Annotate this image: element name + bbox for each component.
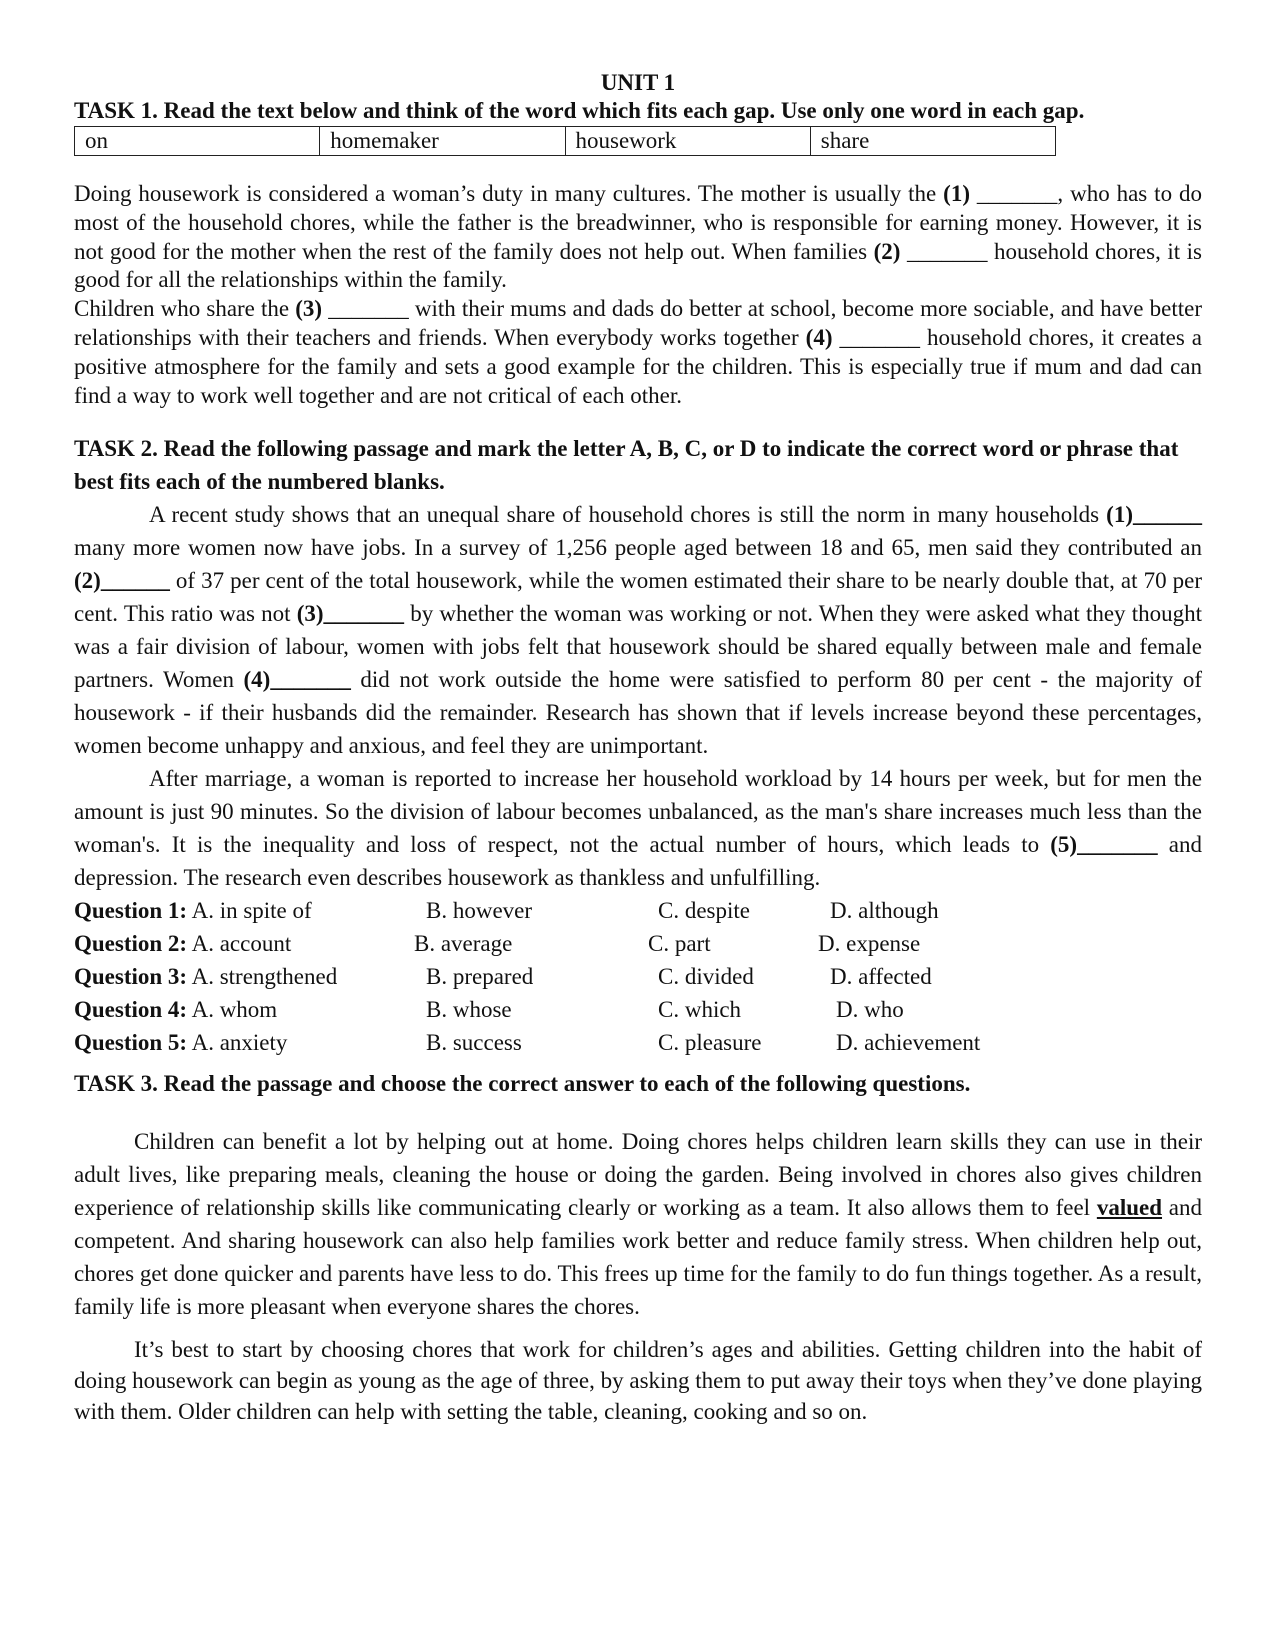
question-label: Question 4: xyxy=(74,997,188,1023)
option-c: C. which xyxy=(658,997,742,1023)
option-d: D. who xyxy=(836,997,904,1023)
option-b: B. whose xyxy=(426,997,512,1023)
question-row xyxy=(74,894,1202,927)
option-c: C. divided xyxy=(658,964,754,990)
question-row xyxy=(74,960,1202,993)
task3-paragraph-2: It’s best to start by choosing chores that work for children’s ages and abilities. Getting children into the habit of doing housework can begin as young as the age of three, by asking them to put away their toys when they’ve done playing with them. Older children can help with setting the table, cleaning, cooking and so on. xyxy=(74,1337,1202,1425)
option-a: A. in spite of xyxy=(191,898,312,924)
word-box-item: homemaker xyxy=(320,127,565,155)
task1-heading: TASK 1. Read the text below and think of the word which fits each gap. Use only one word in each gap. xyxy=(74,98,1085,123)
option-b: B. average xyxy=(414,931,513,957)
gap-number: (2)______ xyxy=(74,568,170,594)
option-c: C. part xyxy=(648,931,711,957)
question-row xyxy=(74,1026,1202,1059)
gap-number: (4)_______ xyxy=(243,667,351,693)
option-d: D. although xyxy=(830,898,939,924)
option-c: C. despite xyxy=(658,898,750,924)
option-d: D. expense xyxy=(818,931,921,957)
option-a: A. whom xyxy=(191,997,278,1023)
gap-number: (5)_______ xyxy=(1050,832,1158,858)
gap-number: (1)______ xyxy=(1106,502,1202,528)
task2-passage xyxy=(74,498,1202,894)
task2-heading: TASK 2. Read the following passage and mark the letter A, B, C, or D to indicate the correct word or phrase that best fits each of the numbered blanks. xyxy=(74,436,1179,495)
gap-number: (4) xyxy=(805,324,833,350)
option-b: B. prepared xyxy=(426,964,534,990)
question-label: Question 1: xyxy=(74,898,188,924)
task1-passage xyxy=(74,180,1202,410)
task1-word-box xyxy=(74,126,1056,156)
word-box-item: on xyxy=(75,127,320,155)
question-label: Question 5: xyxy=(74,1030,188,1056)
option-a: A. strengthened xyxy=(191,964,338,990)
option-d: D. affected xyxy=(830,964,932,990)
task3-heading: TASK 3. Read the passage and choose the correct answer to each of the following questions. xyxy=(74,1071,971,1097)
task1-paragraph-2: Children who share the (3) _______ with their mums and dads do better at school, become more sociable, and have better relationships with their teachers and friends. When everybody works together (4) _______ household chores, it creates a positive atmosphere for the family and sets a good example for the children. This is especially true if mum and dad can find a way to work well together and are not critical of each other. xyxy=(74,296,1202,408)
gap-number: (3)_______ xyxy=(296,601,405,627)
unit-title: UNIT 1 xyxy=(600,70,676,95)
task2-paragraph-1: A recent study shows that an unequal share of household chores is still the norm in many households (1)______ many more women now have jobs. In a survey of 1,256 people aged between 18 and 65, men said they contributed an (2)______ of 37 per cent of the total housework, while the women estimated their share to be nearly double that, at 70 per cent. This ratio was not (3)_______ by whether the woman was working or not. When they were asked what they thought was a fair division of labour, women with jobs felt that housework should be shared equally between male and female partners. Women (4)_______ did not work outside the home were satisfied to perform 80 per cent - the majority of housework - if their husbands did the remainder. Research has shown that if levels increase beyond these percentages, women become unhappy and anxious, and feel they are unimportant. xyxy=(74,502,1203,759)
underlined-word: valued xyxy=(1096,1195,1163,1221)
word-box-item: share xyxy=(820,128,870,153)
option-b: B. however xyxy=(426,898,533,924)
option-a: A. account xyxy=(191,931,292,957)
task3-paragraph-1: Children can benefit a lot by helping out at home. Doing chores helps children learn skills they can use in their adult lives, like preparing meals, cleaning the house or doing the garden. Being involved in chores also gives children experience of relationship skills like communicating clearly or working as a team. It also allows them to feel valued and competent. And sharing housework can also help families work better and reduce family stress. When children help out, chores get done quicker and parents have less to do. This frees up time for the family to do fun things together. As a result, family life is more pleasant when everyone shares the chores. xyxy=(74,1129,1202,1320)
question-row xyxy=(74,993,1202,1026)
question-label: Question 3: xyxy=(74,964,188,990)
gap-number: (3) xyxy=(295,296,323,322)
task1-paragraph-1: Doing housework is considered a woman’s duty in many cultures. The mother is usually the (1) _______, who has to do most of the household chores, while the father is the breadwinner, who is responsible for earning money. However, it is not good for the mother when the rest of the family does not help out. When families (2) _______ household chores, it is good for all the relationships within the family. xyxy=(74,181,1202,293)
question-row xyxy=(74,927,1202,960)
word-box-item: housework xyxy=(566,127,811,155)
task2-options xyxy=(74,894,1202,1059)
option-a: A. anxiety xyxy=(191,1030,288,1056)
option-d: D. achievement xyxy=(836,1030,981,1056)
question-label: Question 2: xyxy=(74,931,188,957)
gap-number: (1) xyxy=(943,181,970,206)
worksheet-page xyxy=(74,70,1202,1427)
option-b: B. success xyxy=(426,1030,522,1056)
gap-number: (2) xyxy=(873,238,901,264)
option-c: C. pleasure xyxy=(658,1030,762,1056)
task2-paragraph-2: After marriage, a woman is reported to increase her household workload by 14 hours per week, but for men the amount is just 90 minutes. So the division of labour becomes unbalanced, as the man's share increases much less than the woman's. It is the inequality and loss of respect, not the actual number of hours, which leads to (5)_______ and depression. The research even describes housework as thankless and unfulfilling. xyxy=(74,766,1202,891)
